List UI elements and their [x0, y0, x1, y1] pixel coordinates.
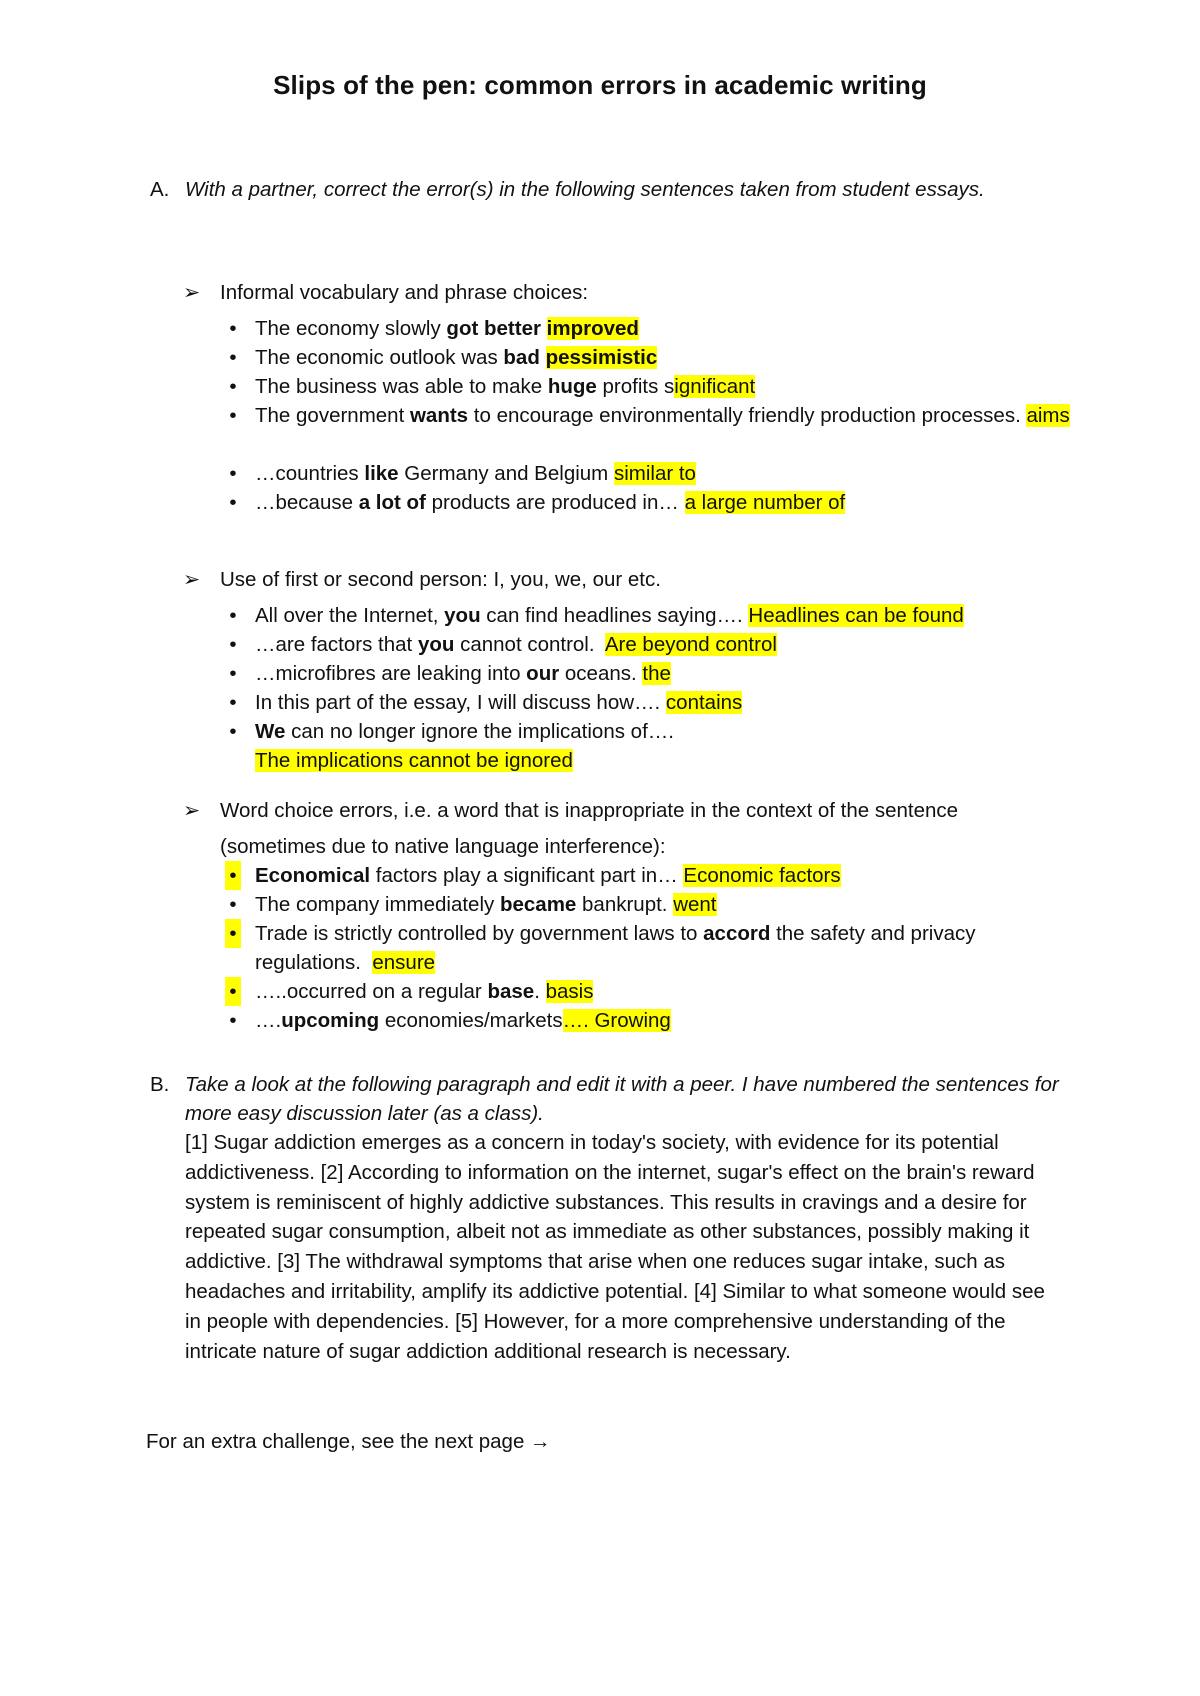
- extra-challenge-note: [146, 1427, 551, 1456]
- sentence-text: cannot control.: [454, 633, 605, 656]
- correction-highlight: improved: [546, 317, 639, 340]
- sentence-text: …microfibres are leaking into: [255, 662, 527, 685]
- correction-highlight: contains: [665, 691, 743, 714]
- bullet-icon: •: [229, 691, 237, 714]
- word-choice-examples-list: [229, 861, 1075, 1035]
- section-a-letter: A.: [150, 178, 170, 201]
- error-word: became: [499, 893, 577, 916]
- bullet-icon: •: [229, 633, 237, 656]
- list-item: [229, 977, 1075, 1006]
- sentence-text: Trade is strictly controlled by government laws to: [255, 922, 704, 945]
- list-item: [229, 372, 1075, 401]
- section-a-text: With a partner, correct the error(s) in the following sentences taken from student essays.: [185, 178, 985, 201]
- editing-paragraph: [1] Sugar addiction emerges as a concern in today's society, with evidence for its potential addictiveness. [2] According to information on the internet, sugar's effect on the brain's reward system is reminiscent of highly addictive substances. This results in cravings and a desire for repeated sugar consumption, albeit not as immediate as other substances, possibly making it addictive. [3] The withdrawal symptoms that arise when one reduces sugar intake, such as headaches and irritability, amplify its addictive potential. [4] Similar to what someone would see in people with dependencies. [5] However, for a more comprehensive understanding of the intricate nature of sugar addiction additional research is necessary.: [185, 1131, 1051, 1363]
- informal-examples-list: [229, 314, 1075, 517]
- error-word: got better: [446, 317, 541, 340]
- sentence-text: The economic outlook was: [255, 346, 504, 369]
- sentence-text: ….: [255, 1009, 282, 1032]
- correction-highlight: ignificant: [674, 375, 756, 398]
- correction-highlight: …. Growing: [562, 1009, 671, 1032]
- sentence-text: economies/markets: [379, 1009, 563, 1032]
- error-word: accord: [703, 922, 771, 945]
- right-arrow-icon: →: [530, 1430, 551, 1453]
- sentence-text: In this part of the essay, I will discuss how….: [255, 691, 666, 714]
- category-title: Use of first or second person: I, you, we, our etc.: [220, 568, 661, 591]
- bullet-icon: •: [229, 375, 237, 398]
- sentence-text: …countries: [255, 462, 365, 485]
- category-title: Informal vocabulary and phrase choices:: [220, 281, 589, 304]
- sentence-text: can find headlines saying….: [480, 604, 749, 627]
- error-word: you: [417, 633, 455, 656]
- sentence-text: oceans.: [559, 662, 643, 685]
- list-item: [229, 459, 1075, 488]
- category-heading-person: [185, 565, 1065, 594]
- error-word: wants: [409, 404, 469, 427]
- bullet-icon: •: [229, 346, 237, 369]
- list-item: [229, 717, 1075, 775]
- error-word: huge: [547, 375, 597, 398]
- section-a-instruction: [150, 175, 1065, 204]
- list-item: [229, 314, 1075, 343]
- error-word: upcoming: [281, 1009, 380, 1032]
- category-heading-informal: [185, 278, 1065, 307]
- arrow-bullet-icon: ➢: [183, 281, 201, 304]
- sentence-text: [540, 346, 546, 369]
- sentence-text: …because: [255, 491, 359, 514]
- correction-highlight: basis: [545, 980, 594, 1003]
- list-item: [229, 630, 1075, 659]
- bullet-icon: •: [229, 604, 237, 627]
- list-item: [229, 601, 1075, 630]
- category-title: Word choice errors, i.e. a word that is inappropriate in the context of the sentence (sometimes due to native language interference):: [220, 799, 959, 858]
- extra-challenge-text: For an extra challenge, see the next page: [146, 1430, 525, 1453]
- correction-highlight: Headlines can be found: [748, 604, 964, 627]
- category-heading-word-choice: [185, 793, 1065, 865]
- correction-highlight: Economic factors: [683, 864, 841, 887]
- list-item: [229, 1006, 1075, 1035]
- correction-highlight: a large number of: [684, 491, 846, 514]
- section-b-letter: B.: [150, 1073, 170, 1096]
- sentence-text: …..occurred on a regular: [255, 980, 488, 1003]
- list-item: [229, 401, 1075, 459]
- sentence-text: to encourage environmentally friendly production processes.: [468, 404, 1027, 427]
- sentence-text: the safety and privacy regulations.: [255, 922, 982, 974]
- error-word: a lot of: [358, 491, 426, 514]
- error-word: Economical: [255, 864, 371, 887]
- bullet-icon: •: [225, 861, 241, 890]
- bullet-icon: •: [225, 919, 241, 948]
- sentence-text: can no longer ignore the implications of….: [285, 720, 674, 743]
- error-word: bad: [503, 346, 540, 369]
- correction-highlight: similar to: [613, 462, 696, 485]
- sentence-text: bankrupt.: [576, 893, 674, 916]
- bullet-icon: •: [229, 720, 237, 743]
- sentence-text: profits s: [596, 375, 675, 398]
- list-item: [229, 688, 1075, 717]
- correction-highlight: aims: [1026, 404, 1070, 427]
- sentence-text: The company immediately: [255, 893, 500, 916]
- list-item: [229, 919, 1075, 977]
- sentence-text: [541, 317, 547, 340]
- error-word: like: [364, 462, 399, 485]
- sentence-text: products are produced in…: [425, 491, 685, 514]
- correction-highlight: The implications cannot be ignored: [255, 749, 573, 772]
- list-item: [229, 861, 1075, 890]
- sentence-text: …are factors that: [255, 633, 418, 656]
- sentence-text: The government: [255, 404, 410, 427]
- sentence-text: All over the Internet,: [255, 604, 445, 627]
- sentence-text: .: [534, 980, 546, 1003]
- correction-highlight: went: [673, 893, 717, 916]
- page-title: Slips of the pen: common errors in academic writing: [273, 70, 927, 100]
- error-word: our: [526, 662, 560, 685]
- list-item: [229, 488, 1075, 517]
- section-b-instruction: [150, 1070, 1065, 1128]
- arrow-bullet-icon: ➢: [183, 799, 201, 822]
- error-word: We: [255, 720, 286, 743]
- correction-highlight: pessimistic: [545, 346, 658, 369]
- error-word: you: [444, 604, 481, 627]
- bullet-icon: •: [229, 404, 237, 427]
- list-item: [229, 890, 1075, 919]
- error-word: base: [487, 980, 535, 1003]
- sentence-text: factors play a significant part in…: [370, 864, 684, 887]
- person-examples-list: [229, 601, 1075, 775]
- bullet-icon: •: [229, 462, 237, 485]
- arrow-bullet-icon: ➢: [183, 568, 201, 591]
- bullet-icon: •: [225, 977, 241, 1006]
- list-item: [229, 343, 1075, 372]
- bullet-icon: •: [229, 662, 237, 685]
- section-b-text: Take a look at the following paragraph and edit it with a peer. I have numbered the sentences for more easy discussion later (as a class).: [185, 1073, 1059, 1125]
- bullet-icon: •: [229, 1009, 237, 1032]
- sentence-text: Germany and Belgium: [398, 462, 614, 485]
- correction-highlight: Are beyond control: [604, 633, 777, 656]
- sentence-text: The business was able to make: [255, 375, 548, 398]
- correction-highlight: the: [642, 662, 671, 685]
- bullet-icon: •: [229, 893, 237, 916]
- bullet-icon: •: [229, 317, 237, 340]
- sentence-text: The economy slowly: [255, 317, 447, 340]
- bullet-icon: •: [229, 491, 237, 514]
- list-item: [229, 659, 1075, 688]
- correction-highlight: ensure: [372, 951, 436, 974]
